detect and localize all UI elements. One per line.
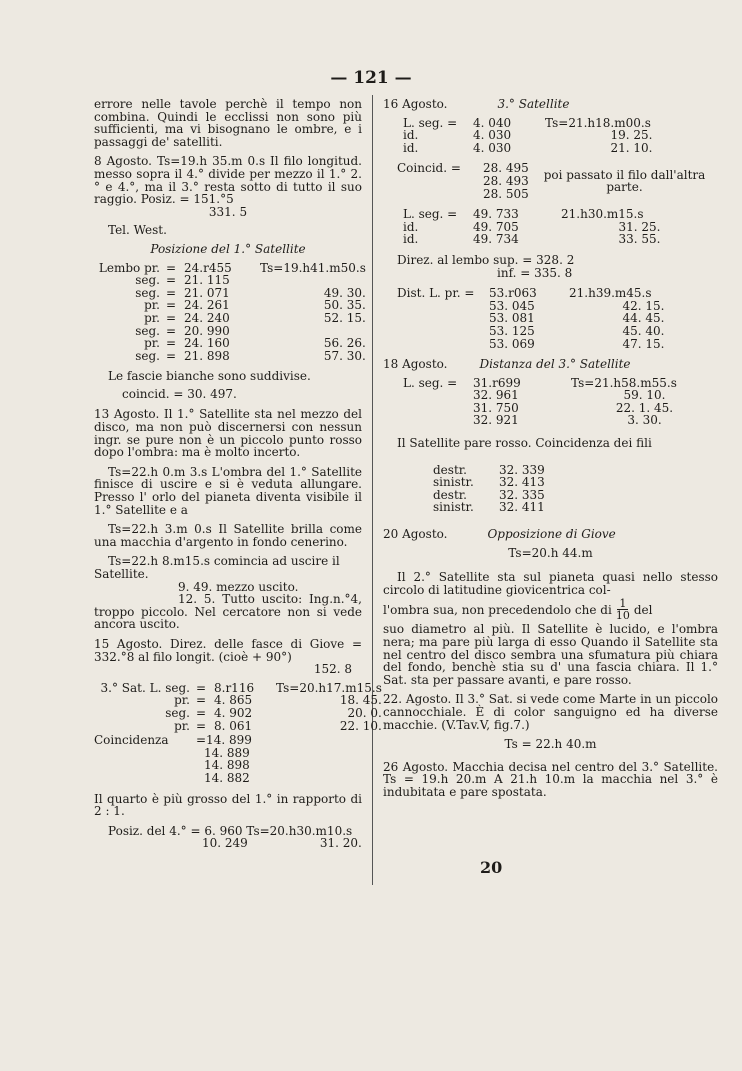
table-cell: Dist. L. pr. = — [397, 286, 475, 301]
wires-table — [433, 464, 718, 514]
paragraph: suo diametro al più. Il Satellite è lucido, e l'ombra nera; ma pare più larga di esso Quando il Satellite sta nel centro del disco sembra una sfumatura più chiara del fondo, benchè stia su d' una fascia chiara. Il 1.° Sat. sta per passare avanti, e pare rosso. — [383, 622, 718, 687]
table-cell: 10. 249 — [202, 836, 248, 851]
section-title: Opposizione di Giove — [487, 527, 616, 542]
paragraph: 13 Agosto. Il 1.° Satellite sta nel mezzo del disco, ma non può discernersi con nessun ingr. se pure non è un piccolo punto rosso dopo l'ombra: ma è molto incerto. — [94, 407, 362, 460]
table-cell: 22. 1. 45. — [615, 400, 674, 415]
table-cell: L. seg. = — [403, 207, 458, 222]
fraction-numerator: 1 — [619, 597, 627, 611]
paragraph: Le fascie bianche sono suddivise. — [108, 369, 311, 384]
table-cell: 50. 35. — [323, 298, 366, 313]
table-cell: 24. 240 — [184, 310, 230, 325]
table-cell: seg. — [135, 323, 160, 338]
time-line: Ts = 22.h 40.m — [504, 737, 597, 752]
value-line — [202, 837, 362, 850]
table-cell: 20. 0. — [347, 705, 382, 720]
table-cell: 18. 45. — [339, 693, 382, 708]
table-cell: 28. 505 — [483, 186, 529, 201]
table-cell: Ts=19.h41.m50.s — [260, 260, 366, 275]
table-cell: 53.r063 — [489, 286, 537, 301]
table-cell: = — [196, 693, 207, 708]
table-cell: Ts=21.h58.m55.s — [571, 375, 677, 390]
paragraph: Posiz. del 4.° = 6. 960 Ts=20.h30.m10.s — [108, 823, 353, 838]
table-cell: 8. 061 — [214, 718, 253, 733]
table-cell: 32. 339 — [499, 462, 545, 477]
note: poi passato il filo dall'altra parte. — [543, 167, 706, 195]
table-cell: 19. 25. — [610, 128, 653, 143]
direction-line: inf. = 335. 8 — [497, 265, 573, 280]
table-cell: 49. 734 — [473, 232, 519, 247]
paragraph: Ts=22.h 0.m 3.s L'ombra del 1.° Satellite finisce di uscire e si è veduta allungare. Presso l' orlo del pianeta diventa visibile il 1.° Satellite e a — [94, 464, 362, 517]
entry-heading — [383, 528, 718, 541]
paragraph: Ts=22.h 3.m 0.s Il Satellite brilla come una macchia d'argento in fondo cenerino. — [94, 522, 362, 549]
table-cell: 53. 081 — [489, 311, 535, 326]
table-cell: = — [166, 323, 177, 338]
telescope-label: Tel. West. — [108, 223, 167, 238]
table-cell: 32. 921 — [473, 413, 519, 428]
paragraph: Ts=22.h 8.m15.s comincia ad uscire il Satellite. — [94, 554, 340, 581]
section-title: 3.° Satellite — [497, 97, 570, 111]
table-cell: pr. — [174, 718, 190, 733]
table-cell: 24.r455 — [184, 260, 232, 275]
entry-date: 20 Agosto. — [383, 527, 448, 542]
table-cell: 47. 15. — [622, 336, 665, 351]
table-cell: pr. — [144, 336, 160, 351]
table-cell: 4. 030 — [473, 140, 512, 155]
entry-date: 16 Agosto. — [383, 97, 448, 111]
table-cell — [403, 414, 467, 427]
table-cell: 21.h39.m45.s — [569, 286, 652, 301]
table-cell: L. seg. = — [403, 115, 458, 130]
table-cell: seg. — [135, 273, 160, 288]
table-cell: id. — [403, 219, 419, 234]
table-cell: 49. 705 — [473, 219, 519, 234]
table-cell: 14. 889 — [204, 745, 250, 760]
value-line: 331. 5 — [208, 204, 248, 219]
table-cell: pr. — [144, 310, 160, 325]
table-cell: sinistr. — [433, 500, 474, 515]
table-cell: = — [166, 336, 177, 351]
table-cell: 53. 125 — [489, 323, 535, 338]
table-cell: 31. 20. — [319, 836, 362, 851]
table-cell: = — [166, 260, 177, 275]
paragraph: 22. Agosto. Il 3.° Sat. si vede come Marte in un piccolo cannocchiale. È di color sanguigno ed ha diverse macchie. (V.Tav.V, fig.7.) — [383, 692, 718, 732]
table-cell: 49. 30. — [323, 285, 366, 300]
fraction-denominator: 10 — [615, 609, 630, 623]
table-cell: L. seg. = — [403, 375, 458, 390]
table-cell: 59. 10. — [623, 388, 666, 403]
paragraph: 9. 49. mezzo uscito. — [178, 579, 299, 594]
measurement-table — [403, 208, 718, 246]
table-cell: 20. 990 — [184, 323, 230, 338]
table-cell: = — [166, 273, 177, 288]
paragraph: Il 2.° Satellite sta sul pianeta quasi nello stesso circolo di latitudine giovicentrica col- — [383, 570, 718, 597]
signature-mark: 20 — [480, 858, 503, 877]
table-cell: = — [166, 348, 177, 363]
table-cell: id. — [403, 232, 419, 247]
table-cell: 21.h30.m15.s — [561, 207, 644, 222]
table-cell: pr. — [174, 693, 190, 708]
table-cell: 42. 15. — [622, 298, 665, 313]
paragraph: coincid. = 30. 497. — [122, 386, 237, 401]
table-cell: = — [166, 298, 177, 313]
coincidence-block — [397, 162, 718, 200]
table-cell: 53. 045 — [489, 298, 535, 313]
table-cell: 52. 15. — [323, 310, 366, 325]
table-cell: 33. 55. — [618, 232, 661, 247]
table-cell: 22. 10. — [339, 718, 382, 733]
table-cell: 53. 069 — [489, 336, 535, 351]
table-cell: pr. — [144, 298, 160, 313]
table-cell: =14. 899 — [196, 733, 252, 748]
right-column — [383, 98, 718, 806]
table-cell: seg. — [135, 285, 160, 300]
table-cell: 21. 115 — [184, 273, 230, 288]
column-divider — [372, 95, 373, 885]
table-cell: Ts=20.h17.m15.s — [276, 680, 382, 695]
table-cell: seg. — [165, 705, 190, 720]
table-cell — [403, 402, 467, 415]
section-title: Posizione del 1.° Satellite — [150, 241, 306, 256]
table-cell — [260, 274, 366, 287]
table-cell: Coincidenza — [94, 733, 169, 748]
value-line: 152. 8 — [313, 662, 352, 677]
table-cell: Coincid. = — [397, 161, 461, 176]
table-cell: 32. 335 — [499, 487, 545, 502]
table-cell: = — [196, 705, 207, 720]
table-cell: sinistr. — [433, 475, 474, 490]
table-cell: 3. 30. — [627, 413, 662, 428]
table-cell: 24. 160 — [184, 336, 230, 351]
table-cell: 32. 411 — [499, 500, 545, 515]
paragraph: 15 Agosto. Direz. delle fasce di Giove = 332.°8 al filo longit. (cioè + 90°) — [94, 636, 362, 664]
table-cell: 57. 30. — [323, 348, 366, 363]
table-cell: 4. 902 — [214, 705, 253, 720]
measurement-table — [94, 680, 382, 733]
table-cell: destr. — [433, 487, 467, 502]
table-cell: = — [166, 285, 177, 300]
measurement-table — [94, 260, 366, 363]
table-cell: 31. 25. — [618, 219, 661, 234]
table-cell — [403, 389, 467, 402]
table-cell: 4. 030 — [473, 128, 512, 143]
table-cell: Ts=21.h18.m00.s — [545, 115, 651, 130]
table-cell: 32. 413 — [499, 475, 545, 490]
section-title: Distanza del 3.° Satellite — [479, 357, 631, 372]
table-cell: 14. 898 — [204, 758, 250, 773]
table-cell: 28. 495 — [483, 161, 529, 176]
fraction-line — [383, 598, 718, 621]
table-cell: seg. — [135, 348, 160, 363]
distance-table — [397, 287, 718, 350]
table-cell: 14. 882 — [204, 770, 250, 785]
page-number: — 121 — — [330, 68, 412, 88]
measurement-table — [403, 377, 718, 427]
direction-line: Direz. al lembo sup. = 328. 2 — [397, 252, 575, 267]
paragraph: 8 Agosto. Ts=19.h 35.m 0.s Il filo longitud. messo sopra il 4.° divide per mezzo il 1.° 2.° e 4.°, ma il 3.° resta sotto di tutto il suo raggio. Posiz. = 151.°5 — [94, 154, 362, 207]
time-line: Ts=20.h 44.m — [508, 545, 593, 560]
table-cell: 21. 10. — [610, 140, 653, 155]
table-cell: 32. 961 — [473, 388, 519, 403]
table-cell: 24. 261 — [184, 298, 230, 313]
table-cell: 4. 865 — [214, 693, 253, 708]
table-cell: 31. 750 — [473, 400, 519, 415]
table-cell: 28. 493 — [483, 173, 529, 188]
paragraph: Il Satellite pare rosso. Coincidenza dei fili — [397, 436, 652, 451]
measurement-table — [403, 117, 718, 155]
paragraph: l'ombra sua, non precedendolo che di — [383, 602, 612, 617]
table-cell: id. — [403, 128, 419, 143]
table-cell: 21. 898 — [184, 348, 230, 363]
table-cell: Lembo pr. — [98, 260, 160, 275]
paragraph: Il quarto è più grosso del 1.° in rapporto di 2 : 1. — [94, 791, 362, 819]
entry-heading — [383, 358, 718, 371]
paragraph: del — [633, 602, 653, 617]
paragraph: 26 Agosto. Macchia decisa nel centro del 3.° Satellite. Ts = 19.h 20.m A 21.h 10.m la macchia nel 3.° è indubitata e pare spostata. — [383, 759, 718, 799]
table-cell: 44. 45. — [622, 311, 665, 326]
table-cell: = — [196, 718, 207, 733]
table-cell: 3.° Sat. L. seg. — [100, 680, 190, 695]
paragraph: 12. 5. Tutto uscito: Ing.n.°4, troppo piccolo. Nel cercatore non si vede ancora uscito. — [94, 592, 362, 632]
table-cell: 31.r699 — [473, 375, 521, 390]
left-column — [94, 97, 382, 851]
fraction — [616, 598, 630, 621]
table-cell: 49. 733 — [473, 207, 519, 222]
table-cell: 45. 40. — [622, 323, 665, 338]
table-cell: 8.r116 — [214, 680, 255, 695]
table-cell: 4. 040 — [473, 115, 512, 130]
entry-heading — [383, 98, 718, 111]
table-cell: 56. 26. — [323, 336, 366, 351]
table-cell: 21. 071 — [184, 285, 230, 300]
table-cell: destr. — [433, 462, 467, 477]
table-cell: = — [196, 680, 207, 695]
table-cell: id. — [403, 140, 419, 155]
coincidence-values — [483, 162, 531, 200]
coincidence-table — [94, 734, 362, 784]
entry-date: 18 Agosto. — [383, 357, 448, 372]
paragraph: errore nelle tavole perchè il tempo non combina. Quindi le ecclissi non sono più sufficienti, ma vi bisognano le ombre, e i passaggi de' satelliti. — [94, 97, 362, 149]
table-cell: = — [166, 310, 177, 325]
